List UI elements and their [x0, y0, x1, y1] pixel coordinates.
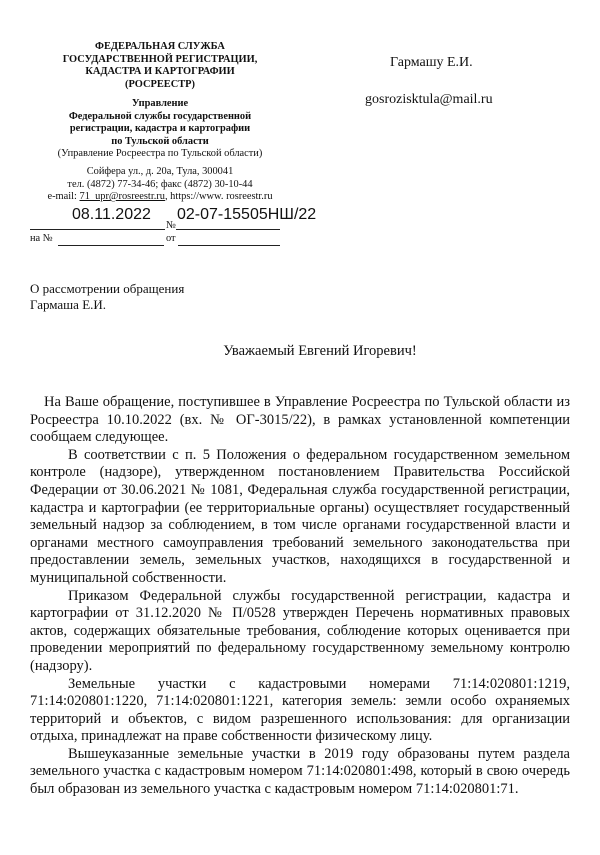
subject-line: Гармаша Е.И. — [30, 297, 107, 312]
body-paragraph: Вышеуказанные земельные участки в 2019 году образованы путем раздела земельного участка с кадастровым номером 71:14:020801:498, который в свою очередь был образован из земельного участка с кадастровым номером 71:14:020801:71. — [30, 745, 570, 798]
number-underline — [176, 229, 280, 230]
sender-website: , https://www. rosreestr.ru — [164, 191, 273, 203]
body-paragraph: Земельные участки с кадастровыми номерами 71:14:020801:1219, 71:14:020801:1220, 71:14:020801:1221, категория земель: земли особо охраняемых территорий и объектов, с видом разрешенного использования: для организации отдыха, принадлежат на праве собственности физическому лицу. — [30, 675, 570, 745]
email-label: e-mail: — [47, 191, 80, 203]
org-line: (РОСРЕЕСТР) — [125, 78, 195, 90]
org-line: ФЕДЕРАЛЬНАЯ СЛУЖБА — [95, 41, 225, 52]
registration-number: 02-07-15505НШ/22 — [177, 206, 317, 223]
letter-body — [30, 394, 570, 799]
ref-number-underline — [58, 245, 164, 246]
registration-date: 08.11.2022 — [72, 206, 151, 223]
dept-line: Управление — [131, 98, 189, 109]
recipient-name: Гармашу Е.И. — [390, 55, 473, 70]
date-underline — [30, 229, 165, 230]
ref-from-label: от — [166, 233, 176, 244]
org-line: ГОСУДАРСТВЕННОЙ РЕГИСТРАЦИИ, — [62, 53, 258, 65]
greeting: Уважаемый Евгений Игоревич! — [223, 343, 417, 359]
dept-line: Федеральной службы государственной — [68, 110, 252, 122]
body-paragraph: На Ваше обращение, поступившее в Управление Росреестра по Тульской области из Росреестра 10.10.2022 (вх. № ОГ-3015/22), в рамках установленной компетенции сообщаем следующее. — [30, 394, 570, 446]
sender-department — [30, 98, 290, 161]
subject-line: О рассмотрении обращения — [30, 281, 185, 296]
dept-line: по Тульской области — [111, 135, 209, 147]
body-paragraph: Приказом Федеральной службы государственной регистрации, кадастра и картографии от 31.12.2020 № П/0528 утвержден Перечень нормативных правовых актов, содержащих обязательные требования, соблюдение которых оценивается при проведении мероприятий по федеральному государственному земельному контролю (надзору). — [30, 587, 570, 674]
sender-phone: тел. (4872) 77-34-46; факс (4872) 30-10-44 — [67, 178, 253, 190]
sender-email-line — [30, 191, 290, 204]
sender-address: Сойфера ул., д. 20а, Тула, 300041 — [86, 166, 234, 177]
recipient-email: gosrozisktula@mail.ru — [365, 92, 493, 107]
dept-short-name: (Управление Росреестра по Тульской области) — [57, 148, 263, 160]
letter-subject — [30, 281, 184, 313]
sender-contacts — [30, 166, 290, 204]
org-line: КАДАСТРА И КАРТОГРАФИИ — [85, 66, 235, 78]
sender-organization — [30, 41, 290, 91]
dept-line: регистрации, кадастра и картографии — [69, 123, 251, 135]
ref-number-label: на № — [30, 233, 53, 244]
body-paragraph: В соответствии с п. 5 Положения о федеральном государственном земельном контроле (надзоре), утвержденном постановлением Правительства Российской Федерации от 30.06.2021 № 1081, Федеральная служба государственной регистрации, кадастра и картографии (ее территориальные органы) осуществляет государственный земельный надзор за соблюдением, в том числе органами государственной власти и органами местного самоуправления требований земельного законодательства при предоставлении земель, земельных участков, находящихся в государственной и муниципальной собственности. — [30, 446, 570, 586]
ref-from-underline — [178, 245, 280, 246]
sender-email-link[interactable]: 71_upr@rosreestr.ru — [79, 191, 165, 203]
number-sign: № — [166, 220, 176, 231]
